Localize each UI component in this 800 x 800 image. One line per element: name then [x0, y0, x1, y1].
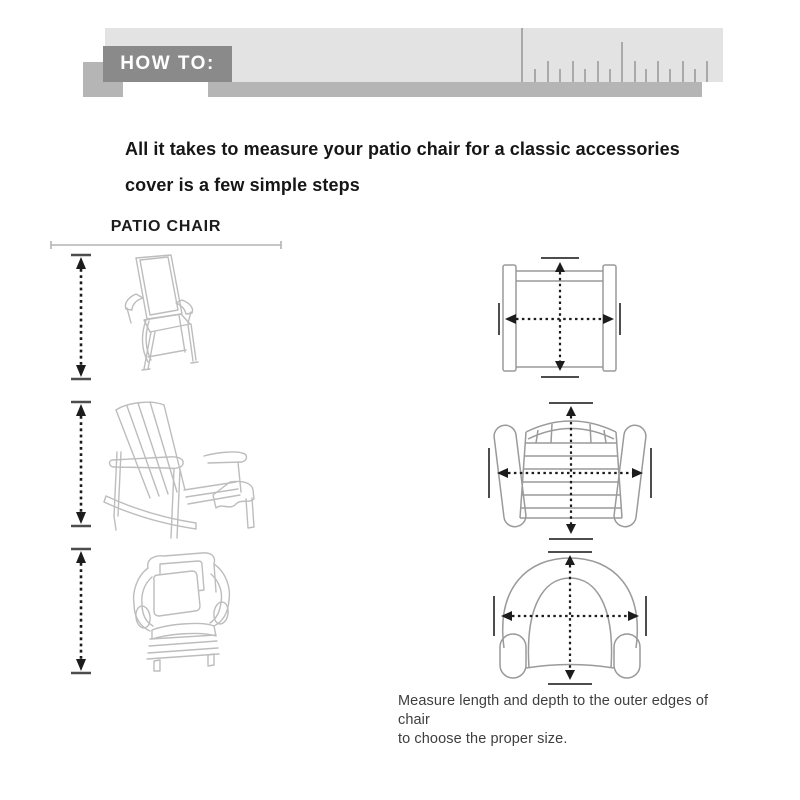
- height-arrow-row1: [69, 252, 93, 382]
- highback-chair-illustration: [122, 252, 234, 392]
- banner-shadow-strip: [208, 82, 702, 97]
- howto-label: HOW TO:: [120, 53, 215, 74]
- footnote-line-2: to choose the proper size.: [398, 731, 568, 747]
- intro-text: [125, 131, 680, 203]
- ruler-icon: [515, 28, 720, 82]
- footnote-line-1: Measure length and depth to the outer edges of chair: [398, 693, 709, 728]
- patio-chair-measure-line: [50, 240, 282, 250]
- rounded-chair-front-diagram: [492, 548, 648, 686]
- square-chair-diagram: [497, 251, 633, 387]
- adirondack-front-diagram: [486, 398, 654, 542]
- patio-chair-label: PATIO CHAIR: [110, 218, 222, 235]
- width-depth-arrows-row2: [489, 403, 651, 539]
- intro-line-1: All it takes to measure your patio chair for a classic accessories: [125, 139, 680, 159]
- footnote-text: [398, 692, 718, 749]
- width-depth-arrows-row1: [499, 258, 620, 377]
- height-arrow-row2: [69, 399, 93, 529]
- wicker-chair-illustration: [110, 550, 250, 688]
- height-arrow-row3: [69, 546, 93, 676]
- howto-badge: [103, 46, 232, 82]
- intro-line-2: cover is a few simple steps: [125, 175, 360, 195]
- adirondack-chair-illustration: [100, 398, 295, 548]
